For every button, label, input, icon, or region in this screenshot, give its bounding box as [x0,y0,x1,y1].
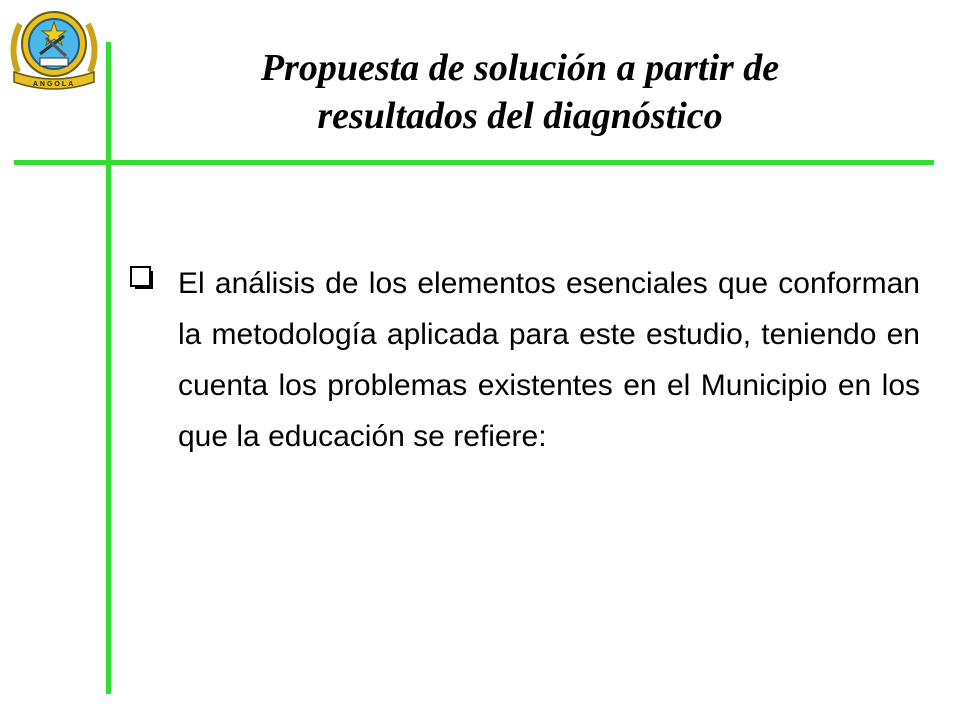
logo-text: ANGOLA [32,81,76,88]
bullet-list-item [130,258,920,462]
slide-title [140,44,900,140]
bullet-text: El análisis de los elementos esenciales que conforman la metodología aplicada para este estudio, teniendo en cuenta los problemas existentes en el Municipio en los que la educación se refiere: [178,267,920,453]
title-line-1: Propuesta de solución a partir de [260,47,780,89]
checkbox-square-icon [130,266,154,290]
angola-emblem-icon [4,2,104,98]
vertical-accent-line [106,42,111,694]
horizontal-accent-line [14,160,934,165]
title-line-2: resultados del diagnóstico [317,95,723,137]
